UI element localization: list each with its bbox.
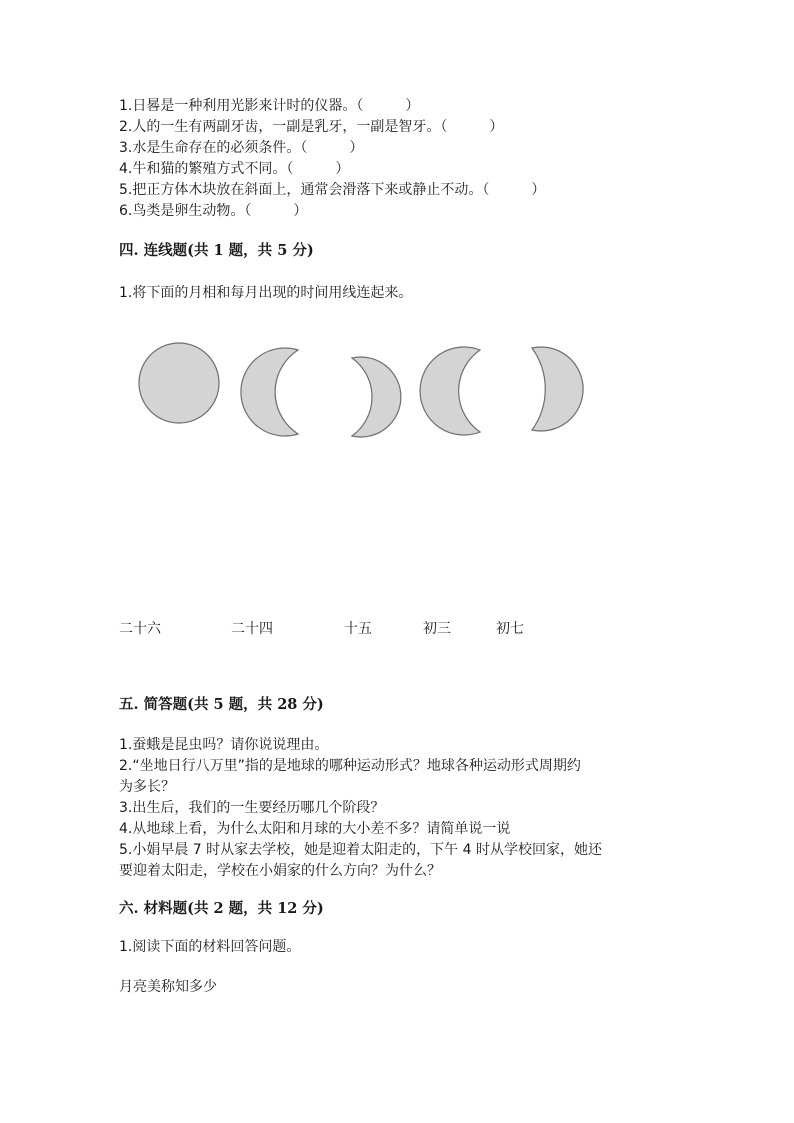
- judge-item-4: 4.牛和猫的繁殖方式不同。（ ）: [119, 161, 350, 177]
- short-answer-5: 5.小娟早晨 7 时从家去学校，她是迎着太阳走的，下午 4 时从学校回家，她还: [119, 842, 602, 858]
- moon-gibbous-right: [532, 347, 583, 431]
- moon-phases-figure: [120, 330, 590, 445]
- short-answer-4: 4.从地球上看，为什么太阳和月球的大小差不多？请简单说一说: [119, 821, 511, 837]
- short-answer-3: 3.出生后，我们的一生要经历哪几个阶段？: [119, 800, 385, 816]
- date-label-5: 初七: [496, 621, 524, 637]
- matching-question: 1.将下面的月相和每月出现的时间用线连起来。: [119, 285, 413, 301]
- short-answer-5-cont: 要迎着太阳走，学校在小娟家的什么方向？为什么？: [119, 863, 441, 879]
- date-label-1: 二十六: [119, 621, 161, 637]
- moon-crescent-left-1: [241, 348, 298, 436]
- section-4-heading: 四. 连线题(共 1 题，共 5 分): [119, 242, 314, 259]
- material-title: 月亮美称知多少: [119, 979, 217, 995]
- date-label-4: 初三: [423, 621, 451, 637]
- material-question: 1.阅读下面的材料回答问题。: [119, 939, 301, 955]
- judge-item-6: 6.鸟类是卵生动物。（ ）: [119, 203, 308, 219]
- judge-item-3: 3.水是生命存在的必须条件。（ ）: [119, 140, 364, 156]
- moon-crescent-left-2: [420, 347, 480, 435]
- judge-item-1: 1.日晷是一种利用光影来计时的仪器。（ ）: [119, 98, 420, 114]
- judge-item-2: 2.人的一生有两副牙齿，一副是乳牙，一副是智牙。（ ）: [119, 119, 504, 135]
- date-label-3: 十五: [344, 621, 372, 637]
- judge-item-5: 5.把正方体木块放在斜面上，通常会滑落下来或静止不动。（ ）: [119, 182, 546, 198]
- section-6-heading: 六. 材料题(共 2 题，共 12 分): [119, 900, 324, 917]
- short-answer-2: 2.“坐地日行八万里”指的是地球的哪种运动形式？地球各种运动形式周期约: [119, 758, 581, 774]
- short-answer-2-cont: 为多长？: [119, 779, 175, 795]
- date-label-2: 二十四: [231, 621, 273, 637]
- section-5-heading: 五. 简答题(共 5 题，共 28 分): [119, 696, 324, 713]
- short-answer-1: 1.蚕蛾是昆虫吗？请你说说理由。: [119, 737, 329, 753]
- moon-full: [139, 343, 219, 423]
- moon-crescent-right-1: [352, 357, 401, 437]
